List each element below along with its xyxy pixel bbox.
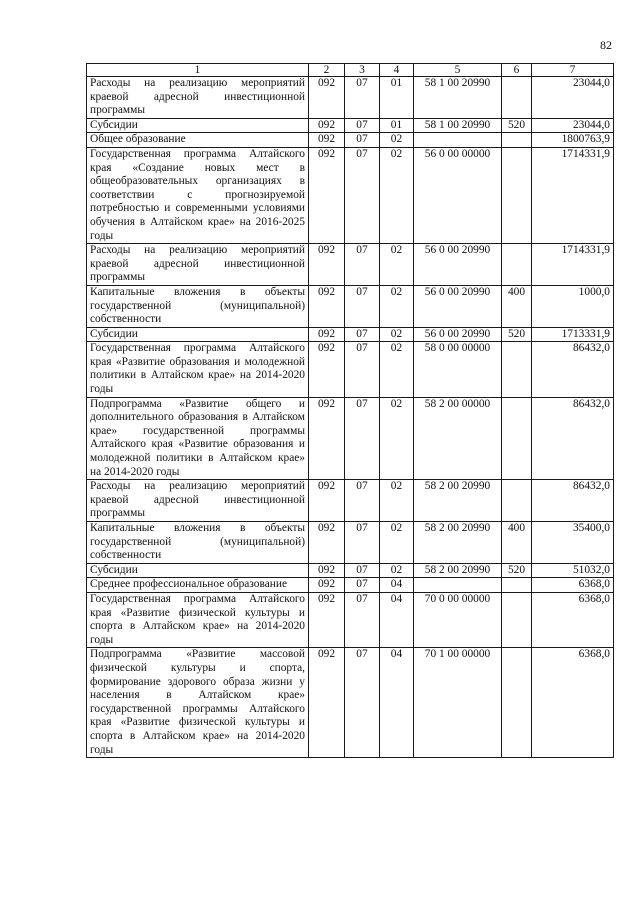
row-section-code: 07 [345,244,380,286]
table-row [87,244,614,286]
row-expense-type-code: 520 [502,563,532,578]
row-amount: 86432,0 [532,397,614,480]
row-section-code: 07 [345,578,380,593]
row-section-code: 07 [345,480,380,522]
budget-table [86,63,614,758]
row-expense-type-code [502,592,532,647]
row-name: Расходы на реализацию мероприятий краевой адресной инвестиционной программы [87,480,309,522]
row-section-code: 07 [345,563,380,578]
table-row [87,147,614,243]
row-subsection-code: 02 [380,147,414,243]
row-expense-type-code [502,244,532,286]
row-subsection-code: 02 [380,480,414,522]
row-amount: 86432,0 [532,480,614,522]
header-cell: 5 [414,64,502,77]
row-expense-type-code [502,133,532,148]
row-name: Общее образование [87,133,309,148]
row-target-article-code: 58 1 00 20990 [414,77,502,119]
row-ved-code: 092 [309,118,345,133]
row-amount: 1714331,9 [532,244,614,286]
row-amount: 86432,0 [532,342,614,397]
row-amount: 35400,0 [532,522,614,564]
row-amount: 6368,0 [532,648,614,758]
table-row [87,342,614,397]
row-target-article-code: 70 1 00 00000 [414,648,502,758]
row-section-code: 07 [345,147,380,243]
table-row [87,397,614,480]
row-ved-code: 092 [309,648,345,758]
row-target-article-code: 58 0 00 00000 [414,342,502,397]
row-section-code: 07 [345,118,380,133]
row-expense-type-code: 520 [502,327,532,342]
row-ved-code: 092 [309,592,345,647]
row-amount: 6368,0 [532,592,614,647]
row-amount: 23044,0 [532,118,614,133]
row-ved-code: 092 [309,342,345,397]
row-section-code: 07 [345,133,380,148]
row-section-code: 07 [345,77,380,119]
table-row [87,480,614,522]
row-target-article-code: 56 0 00 00000 [414,147,502,243]
row-expense-type-code [502,480,532,522]
row-subsection-code: 01 [380,77,414,119]
row-section-code: 07 [345,592,380,647]
row-name: Расходы на реализацию мероприятий краевой адресной инвестиционной программы [87,77,309,119]
page-number: 82 [600,38,612,52]
row-ved-code: 092 [309,397,345,480]
row-section-code: 07 [345,648,380,758]
row-name: Подпрограмма «Развитие массовой физической культуры и спорта, формирование здорового образа жизни у населения в Алтайском крае» государственной программы Алтайского края «Развитие физической культуры и спорта в Алтайском крае» на 2014-2020 годы [87,648,309,758]
row-name: Расходы на реализацию мероприятий краевой адресной инвестиционной программы [87,244,309,286]
table-row [87,285,614,327]
row-target-article-code: 56 0 00 20990 [414,244,502,286]
table-row [87,592,614,647]
row-ved-code: 092 [309,480,345,522]
row-section-code: 07 [345,397,380,480]
row-amount: 1714331,9 [532,147,614,243]
table-row [87,77,614,119]
row-subsection-code: 02 [380,133,414,148]
row-ved-code: 092 [309,133,345,148]
row-amount: 6368,0 [532,578,614,593]
row-subsection-code: 02 [380,522,414,564]
header-cell: 2 [309,64,345,77]
row-subsection-code: 02 [380,563,414,578]
row-expense-type-code: 520 [502,118,532,133]
row-section-code: 07 [345,327,380,342]
row-expense-type-code: 400 [502,285,532,327]
table-row [87,522,614,564]
row-name: Подпрограмма «Развитие общего и дополнительного образования в Алтайском крае» государственной программы Алтайского края «Развитие образования и молодежной политики в Алтайском крае» на 2014-2020 годы [87,397,309,480]
header-row [87,64,614,77]
table-row [87,118,614,133]
row-amount: 51032,0 [532,563,614,578]
row-name: Государственная программа Алтайского края «Развитие образования и молодежной политики в Алтайском крае» на 2014-2020 годы [87,342,309,397]
row-section-code: 07 [345,285,380,327]
header-cell: 7 [532,64,614,77]
row-target-article-code: 58 2 00 20990 [414,522,502,564]
row-amount: 23044,0 [532,77,614,119]
row-subsection-code: 04 [380,648,414,758]
row-ved-code: 092 [309,244,345,286]
row-name: Капитальные вложения в объекты государственной (муниципальной) собственности [87,522,309,564]
table-row [87,648,614,758]
row-subsection-code: 04 [380,578,414,593]
table-row [87,563,614,578]
header-cell: 3 [345,64,380,77]
row-name: Государственная программа Алтайского края «Развитие физической культуры и спорта в Алтайском крае» на 2014-2020 годы [87,592,309,647]
row-expense-type-code [502,77,532,119]
row-ved-code: 092 [309,77,345,119]
header-cell: 6 [502,64,532,77]
row-section-code: 07 [345,342,380,397]
row-expense-type-code [502,342,532,397]
row-name: Среднее профессиональное образование [87,578,309,593]
row-section-code: 07 [345,522,380,564]
row-target-article-code: 70 0 00 00000 [414,592,502,647]
header-cell: 4 [380,64,414,77]
row-subsection-code: 02 [380,285,414,327]
table-row [87,578,614,593]
row-target-article-code: 58 2 00 20990 [414,480,502,522]
row-target-article-code [414,133,502,148]
row-name: Субсидии [87,118,309,133]
row-ved-code: 092 [309,285,345,327]
header-cell: 1 [87,64,309,77]
row-subsection-code: 01 [380,118,414,133]
row-name: Государственная программа Алтайского края «Создание новых мест в общеобразовательных организациях в соответствии с прогнозируемой потребностью и современными условиями обучения в Алтайском крае» на 2016-2025 годы [87,147,309,243]
row-target-article-code: 58 2 00 00000 [414,397,502,480]
row-subsection-code: 04 [380,592,414,647]
row-amount: 1713331,9 [532,327,614,342]
row-ved-code: 092 [309,327,345,342]
row-name: Капитальные вложения в объекты государственной (муниципальной) собственности [87,285,309,327]
row-ved-code: 092 [309,522,345,564]
row-subsection-code: 02 [380,397,414,480]
row-expense-type-code [502,397,532,480]
row-expense-type-code [502,578,532,593]
row-expense-type-code: 400 [502,522,532,564]
row-subsection-code: 02 [380,244,414,286]
row-ved-code: 092 [309,578,345,593]
row-target-article-code: 58 2 00 20990 [414,563,502,578]
row-subsection-code: 02 [380,342,414,397]
row-target-article-code [414,578,502,593]
table-body [87,77,614,758]
row-expense-type-code [502,147,532,243]
table-row [87,327,614,342]
row-target-article-code: 56 0 00 20990 [414,285,502,327]
row-ved-code: 092 [309,563,345,578]
row-ved-code: 092 [309,147,345,243]
row-expense-type-code [502,648,532,758]
row-target-article-code: 58 1 00 20990 [414,118,502,133]
table-row [87,133,614,148]
row-amount: 1800763,9 [532,133,614,148]
row-name: Субсидии [87,327,309,342]
row-amount: 1000,0 [532,285,614,327]
row-name: Субсидии [87,563,309,578]
row-subsection-code: 02 [380,327,414,342]
row-target-article-code: 56 0 00 20990 [414,327,502,342]
